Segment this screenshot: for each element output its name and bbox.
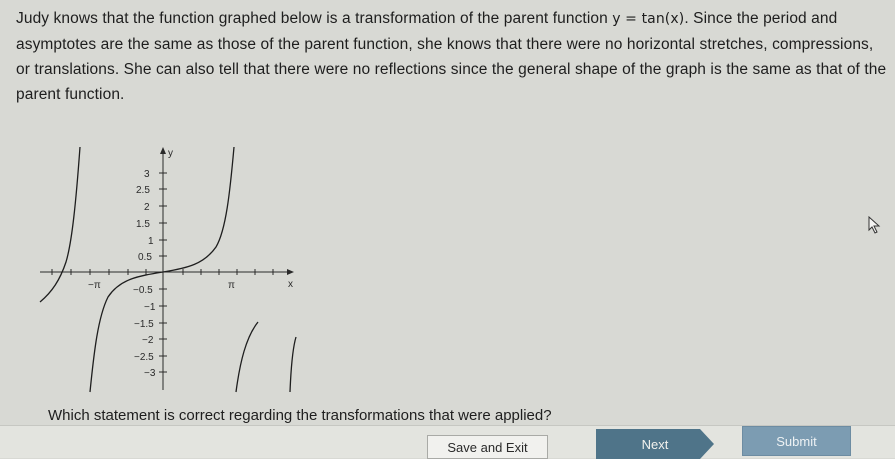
y-tick-label: −1.5 (134, 319, 154, 330)
y-axis-label: y (168, 148, 173, 159)
y-tick-label: −1 (144, 302, 156, 313)
y-tick-label: 1.5 (136, 219, 150, 230)
y-tick-label: 2 (144, 202, 150, 213)
x-axis-label: x (288, 279, 293, 290)
problem-text (16, 6, 888, 107)
y-tick-label: 3 (144, 169, 150, 180)
submit-label: Submit (776, 433, 817, 449)
parent-function: y = tan(x) (612, 11, 685, 27)
curve-branch-far-right (290, 337, 296, 392)
x-tick-label: π (228, 280, 235, 291)
y-tick-label: −3 (144, 368, 156, 379)
submit-button[interactable] (742, 426, 851, 456)
next-label: Next (641, 436, 669, 452)
save-and-exit-label: Save and Exit (447, 439, 528, 455)
y-tick-label: 1 (148, 236, 154, 247)
y-tick-label: 2.5 (136, 185, 150, 196)
problem-intro: Judy knows that the function graphed below is a transformation of the parent function (16, 10, 608, 27)
y-tick-label: 0.5 (138, 252, 152, 263)
x-tick-label: −π (88, 280, 101, 291)
problem-rest: . Since the period and asymptotes are the same as those of the parent function, she knows that there were no horizontal stretches, compressions, or translations. She can also tell that there were no reflections since the general shape of the graph is the same as that of the parent function. (16, 10, 887, 103)
tangent-graph (38, 142, 300, 396)
y-axis-arrow (160, 147, 166, 154)
y-tick-label: −2.5 (134, 352, 154, 363)
y-tick-label: −0.5 (133, 285, 153, 296)
next-button[interactable] (596, 429, 714, 459)
y-tick-label: −2 (142, 335, 154, 346)
curve-branch-left (40, 147, 80, 302)
mouse-cursor-icon (868, 216, 882, 234)
curve-branch-center (90, 147, 234, 392)
save-and-exit-button[interactable] (427, 435, 548, 459)
question-text: Which statement is correct regarding the transformations that were applied? (48, 407, 552, 424)
x-axis-arrow (287, 269, 294, 275)
curve-branch-right (236, 322, 258, 392)
